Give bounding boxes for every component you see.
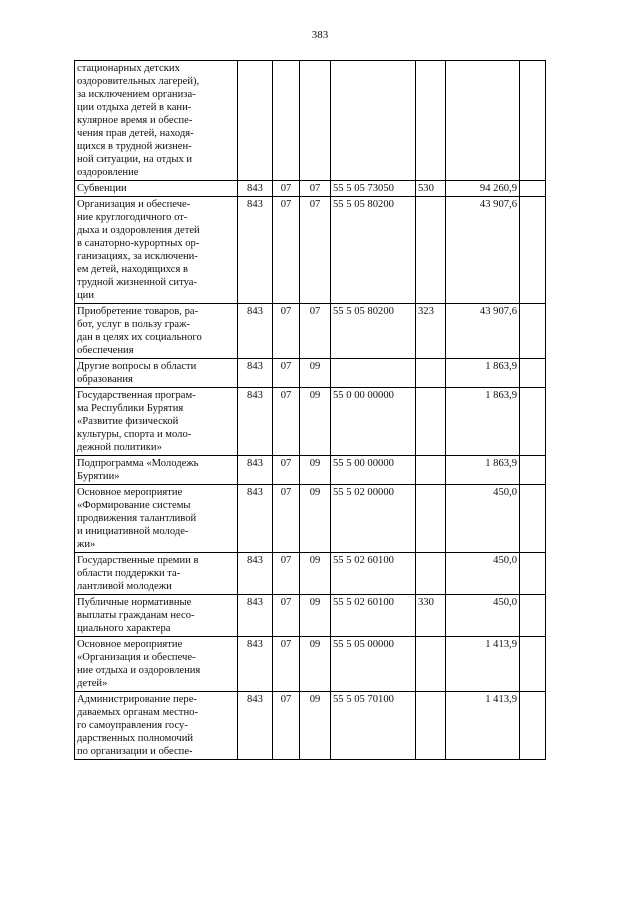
target-article-code: 55 5 05 80200 [331,304,416,359]
ministry-code: 843 [238,692,273,760]
amount [446,61,520,181]
section-code: 07 [273,485,300,553]
ministry-code: 843 [238,197,273,304]
subsection-code [300,61,331,181]
expense-type-code [416,637,446,692]
table-row [75,61,546,181]
ministry-code: 843 [238,595,273,637]
extra-cell [520,692,546,760]
row-name: Публичные нормативные выплаты гражданам несо- циального характера [75,595,238,637]
expense-type-code [416,456,446,485]
budget-table-body [75,61,546,760]
budget-table [74,60,546,760]
subsection-code: 09 [300,388,331,456]
target-article-code: 55 5 00 00000 [331,456,416,485]
ministry-code: 843 [238,485,273,553]
target-article-code: 55 5 05 00000 [331,637,416,692]
extra-cell [520,456,546,485]
subsection-code: 09 [300,692,331,760]
section-code: 07 [273,359,300,388]
section-code: 07 [273,637,300,692]
amount: 450,0 [446,553,520,595]
section-code [273,61,300,181]
table-row [75,197,546,304]
extra-cell [520,197,546,304]
row-name: Другие вопросы в области образования [75,359,238,388]
target-article-code: 55 5 05 73050 [331,181,416,197]
subsection-code: 07 [300,197,331,304]
table-row [75,359,546,388]
table-row [75,637,546,692]
expense-type-code [416,197,446,304]
target-article-code: 55 5 02 60100 [331,553,416,595]
amount: 43 907,6 [446,197,520,304]
ministry-code: 843 [238,456,273,485]
section-code: 07 [273,595,300,637]
target-article-code [331,359,416,388]
expense-type-code: 330 [416,595,446,637]
amount: 1 863,9 [446,456,520,485]
extra-cell [520,485,546,553]
target-article-code: 55 0 00 00000 [331,388,416,456]
table-row [75,456,546,485]
ministry-code: 843 [238,637,273,692]
ministry-code: 843 [238,388,273,456]
amount: 450,0 [446,485,520,553]
section-code: 07 [273,181,300,197]
table-row [75,304,546,359]
extra-cell [520,637,546,692]
expense-type-code [416,692,446,760]
section-code: 07 [273,388,300,456]
ministry-code: 843 [238,359,273,388]
subsection-code: 09 [300,456,331,485]
expense-type-code: 323 [416,304,446,359]
target-article-code [331,61,416,181]
row-name: Основное мероприятие «Организация и обеспече- ние отдыха и оздоровления детей» [75,637,238,692]
expense-type-code [416,61,446,181]
row-name: Приобретение товаров, ра- бот, услуг в пользу граж- дан в целях их социального обеспечения [75,304,238,359]
extra-cell [520,595,546,637]
ministry-code: 843 [238,181,273,197]
row-name: Основное мероприятие «Формирование системы продвижения талантливой и инициативной молоде- жи» [75,485,238,553]
target-article-code: 55 5 05 70100 [331,692,416,760]
row-name: Организация и обеспече- ние круглогодичного от- дыха и оздоровления детей в санаторно-курортных ор- ганизациях, за исключени- ем детей, находящихся в трудной жизненной ситуа- ции [75,197,238,304]
section-code: 07 [273,692,300,760]
page-number: 383 [311,29,329,41]
extra-cell [520,553,546,595]
extra-cell [520,359,546,388]
subsection-code: 09 [300,485,331,553]
section-code: 07 [273,456,300,485]
amount: 1 863,9 [446,388,520,456]
target-article-code: 55 5 02 60100 [331,595,416,637]
amount: 1 413,9 [446,637,520,692]
table-row [75,692,546,760]
expense-type-code [416,485,446,553]
section-code: 07 [273,197,300,304]
target-article-code: 55 5 05 80200 [331,197,416,304]
row-name: Субвенции [75,181,238,197]
extra-cell [520,304,546,359]
amount: 94 260,9 [446,181,520,197]
amount: 450,0 [446,595,520,637]
subsection-code: 09 [300,637,331,692]
expense-type-code [416,553,446,595]
expense-type-code [416,388,446,456]
table-row [75,485,546,553]
row-name: Администрирование пере- даваемых органам местно- го самоуправления госу- дарственных полномочий по организации и обеспе- [75,692,238,760]
section-code: 07 [273,553,300,595]
extra-cell [520,61,546,181]
table-row [75,595,546,637]
ministry-code: 843 [238,553,273,595]
row-name: Государственные премии в области поддержки та- лантливой молодежи [75,553,238,595]
subsection-code: 09 [300,359,331,388]
table-row [75,553,546,595]
amount: 1 863,9 [446,359,520,388]
extra-cell [520,388,546,456]
extra-cell [520,181,546,197]
subsection-code: 07 [300,304,331,359]
table-row [75,181,546,197]
ministry-code: 843 [238,304,273,359]
row-name: Государственная програм- ма Республики Бурятия «Развитие физической культуры, спорта и моло- дежной политики» [75,388,238,456]
expense-type-code: 530 [416,181,446,197]
subsection-code: 09 [300,553,331,595]
row-name: Подпрограмма «Молодежь Бурятии» [75,456,238,485]
amount: 1 413,9 [446,692,520,760]
row-name: стационарных детских оздоровительных лагерей), за исключением организа- ции отдыха детей в кани- кулярное время и обеспе- чения прав детей, находя- щихся в трудной жизнен- ной ситуации, на отдых и оздоровление [75,61,238,181]
ministry-code [238,61,273,181]
amount: 43 907,6 [446,304,520,359]
target-article-code: 55 5 02 00000 [331,485,416,553]
subsection-code: 07 [300,181,331,197]
expense-type-code [416,359,446,388]
table-row [75,388,546,456]
subsection-code: 09 [300,595,331,637]
section-code: 07 [273,304,300,359]
